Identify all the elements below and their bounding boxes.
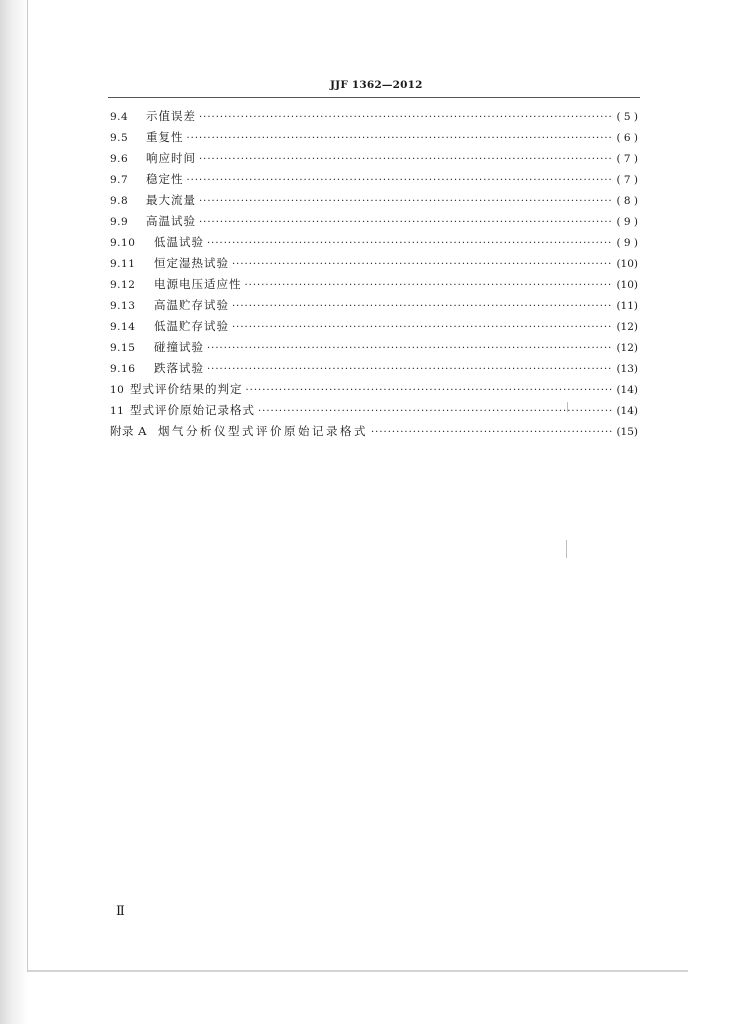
toc-title: 示值误差 [146,109,196,123]
toc-title: 型式评价结果的判定 [130,382,243,396]
dot-leader [371,422,613,443]
standard-code: JJF 1362—2012 [330,79,423,91]
toc-title: 烟气分析仪型式评价原始记录格式 [158,424,368,438]
scan-shadow-bottom [28,970,688,972]
toc-title: 碰撞试验 [154,340,204,354]
toc-number: 10 [110,384,125,396]
toc-entry-9-8[interactable] [110,190,638,211]
dot-leader [207,338,613,359]
dot-leader [187,170,614,191]
toc-title: 恒定湿热试验 [154,256,229,270]
toc-title: 最大流量 [146,193,196,207]
dot-leader [207,233,613,254]
toc-title: 高温贮存试验 [154,298,229,312]
toc-page: (12) [616,321,638,333]
toc-number: 附录 A [110,424,147,438]
dot-leader [199,149,613,170]
scan-speck [566,540,567,558]
toc-number: 9.4 [110,111,129,123]
toc-entry-9-11[interactable] [110,253,638,274]
toc-number: 9.6 [110,153,129,165]
toc-page: ( 9 ) [616,237,638,249]
toc-entry-9-4[interactable] [110,106,638,127]
page-number: Ⅱ [116,904,125,919]
toc-entry-9-13[interactable] [110,295,638,316]
dot-leader [232,254,613,275]
toc-number: 9.13 [110,300,136,312]
toc-page: (11) [616,300,638,312]
toc-entry-11[interactable] [110,400,638,421]
toc-number: 9.11 [110,258,136,270]
scan-shadow-left [0,0,28,1024]
toc-page: ( 7 ) [616,153,638,165]
toc-page: (12) [616,342,638,354]
toc-number: 9.16 [110,363,136,375]
toc-title: 跌落试验 [154,361,204,375]
toc-page: ( 8 ) [616,195,638,207]
scan-speck [567,402,568,412]
toc-entry-9-14[interactable] [110,316,638,337]
toc-entry-9-16[interactable] [110,358,638,379]
toc-page: (13) [616,363,638,375]
dot-leader [245,275,614,296]
toc-title: 低温试验 [154,235,204,249]
toc-number: 9.9 [110,216,129,228]
dot-leader [187,128,614,149]
toc-page: ( 9 ) [616,216,638,228]
toc-page: (14) [616,384,638,396]
toc-entry-9-12[interactable] [110,274,638,295]
toc-title: 低温贮存试验 [154,319,229,333]
table-of-contents [110,106,638,442]
dot-leader [199,191,613,212]
dot-leader [232,317,613,338]
toc-number: 9.8 [110,195,129,207]
toc-page: (15) [616,426,638,438]
toc-title: 响应时间 [146,151,196,165]
toc-number: 9.14 [110,321,136,333]
toc-page: (10) [616,279,638,291]
toc-entry-9-5[interactable] [110,127,638,148]
toc-entry-10[interactable] [110,379,638,400]
toc-title: 重复性 [146,130,184,144]
toc-title: 高温试验 [146,214,196,228]
header-rule [108,97,640,98]
toc-title: 电源电压适应性 [154,277,242,291]
toc-page: (10) [616,258,638,270]
toc-page: ( 5 ) [616,111,638,123]
dot-leader [207,359,613,380]
toc-number: 9.7 [110,174,129,186]
toc-entry-9-7[interactable] [110,169,638,190]
dot-leader [199,107,613,128]
toc-number: 9.5 [110,132,129,144]
dot-leader [199,212,613,233]
toc-page: ( 7 ) [616,174,638,186]
toc-number: 9.12 [110,279,136,291]
toc-page: (14) [616,405,638,417]
toc-entry-9-15[interactable] [110,337,638,358]
toc-entry-9-9[interactable] [110,211,638,232]
toc-number: 11 [110,405,125,417]
toc-number: 9.10 [110,237,136,249]
page-header [330,79,423,91]
toc-entry-appendix-a[interactable] [110,421,638,442]
dot-leader [232,296,613,317]
toc-title: 型式评价原始记录格式 [130,403,255,417]
toc-number: 9.15 [110,342,136,354]
dot-leader [258,401,613,422]
toc-entry-9-6[interactable] [110,148,638,169]
toc-page: ( 6 ) [616,132,638,144]
toc-entry-9-10[interactable] [110,232,638,253]
dot-leader [246,380,614,401]
toc-title: 稳定性 [146,172,184,186]
